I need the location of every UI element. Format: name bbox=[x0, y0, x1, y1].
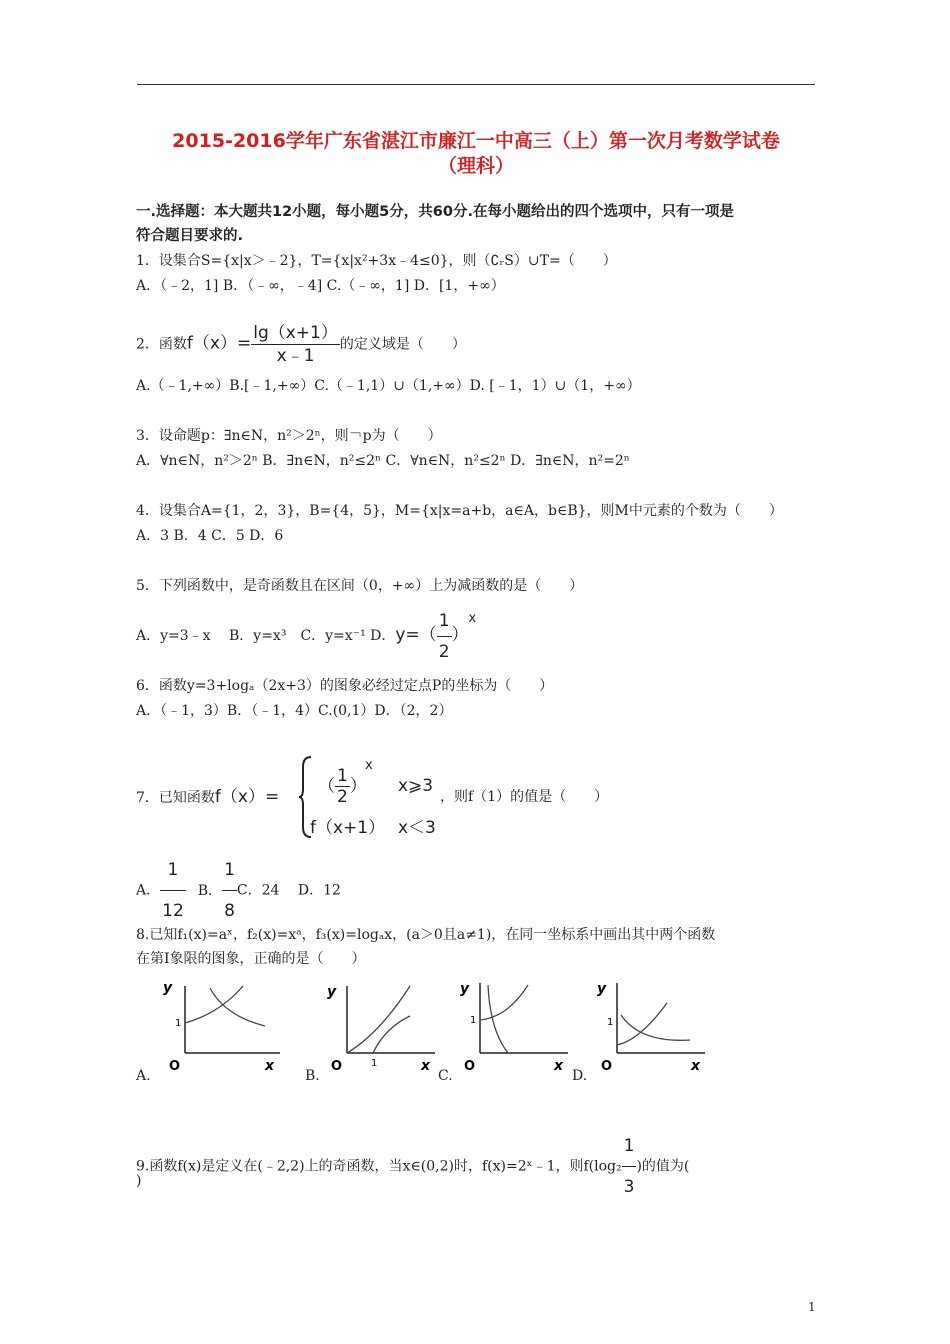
q2-numerator: lg（x+1） bbox=[253, 323, 338, 343]
q5-d-den: 2 bbox=[438, 641, 450, 662]
q7-case1-close: ） bbox=[349, 776, 367, 797]
page-number: 1 bbox=[808, 1300, 816, 1314]
question-1-options: A．（﹣2，1] B．（﹣∞，﹣4] C.（﹣∞，1] D．[1，+∞） bbox=[136, 278, 505, 294]
q7-case1-den: 2 bbox=[337, 787, 348, 807]
graph-a-curve-2 bbox=[210, 988, 265, 1026]
graph-a-y-label: y bbox=[163, 980, 173, 996]
q2-suffix: 的定义域是（ ） bbox=[339, 336, 466, 353]
graph-c-tick: 1 bbox=[470, 1015, 477, 1026]
q7-opt-b-fraction bbox=[222, 850, 237, 931]
graph-b-label: B. bbox=[305, 1068, 320, 1084]
page-title: 2015-2016学年广东省湛江市廉江一中高三（上）第一次月考数学试卷 bbox=[172, 130, 780, 152]
question-5-stem: 5．下列函数中，是奇函数且在区间（0，+∞）上为减函数的是（ ） bbox=[136, 578, 584, 594]
q2-prefix: 2．函数 bbox=[136, 336, 187, 353]
graph-b-curve-2 bbox=[373, 1016, 410, 1053]
graph-b-y-label: y bbox=[327, 984, 337, 1000]
q5-d-fraction bbox=[437, 606, 452, 667]
question-8-stem-cont: 在第Ⅰ象限的图象，正确的是（ ） bbox=[136, 951, 366, 967]
q7-opt-b-num: 1 bbox=[222, 850, 237, 891]
question-9-stem bbox=[136, 1126, 689, 1207]
q7-case2-expression: f（x+1） bbox=[310, 818, 386, 838]
q5-d-exponent: x bbox=[468, 611, 477, 626]
graph-c-curve-1 bbox=[480, 985, 528, 1020]
graph-a-label: A. bbox=[136, 1068, 151, 1084]
q7-opt-rest: C．24 D．12 bbox=[236, 882, 341, 899]
q9-suffix: )的值为( bbox=[636, 1158, 690, 1175]
graph-b-tick: 1 bbox=[371, 1058, 378, 1069]
question-8-stem: 8.已知f₁(x)=aˣ，f₂(x)=xᵃ，f₃(x)=logₐx，(a＞0且a≠1)，在同一坐标系中画出其中两个函数 bbox=[136, 927, 716, 943]
question-2-stem bbox=[136, 322, 466, 367]
q7-prefix: 7．已知函数 bbox=[136, 790, 215, 806]
graph-d-curve-2 bbox=[621, 1015, 690, 1040]
question-7-options bbox=[136, 850, 341, 931]
graph-a-curve-1 bbox=[185, 986, 243, 1023]
graph-c-y-label: y bbox=[460, 981, 470, 997]
q5-options-text: A．y=3﹣x B．y=x³ C．y=x⁻¹ D． bbox=[136, 628, 396, 644]
question-6-stem: 6．函数y=3+logₐ（2x+3）的图象必经过定点P的坐标为（ ） bbox=[136, 678, 554, 694]
question-9-stem-cont: ) bbox=[136, 1173, 142, 1189]
graph-c-curve-2 bbox=[488, 985, 508, 1053]
graph-d-label: D. bbox=[572, 1068, 588, 1084]
q7-case1-num: 1 bbox=[337, 766, 348, 786]
question-2-options: A.（﹣1,+∞）B.[﹣1,+∞）C.（﹣1,1）∪（1,+∞）D. [﹣1，1）∪（1，+∞） bbox=[136, 378, 641, 394]
q7-case1-open: （ bbox=[318, 776, 335, 797]
question-4-options: A．3 B．4 C．5 D．6 bbox=[136, 528, 284, 544]
q9-stem-text: 9.函数f(x)是定义在(﹣2,2)上的奇函数，当x∈(0,2)时，f(x)=2ˣ﹣1，则f(log₂ bbox=[136, 1158, 622, 1175]
q2-fraction bbox=[251, 322, 340, 367]
question-3-stem: 3．设命题p：∃n∈N，n²＞2ⁿ，则￢p为（ ） bbox=[136, 428, 442, 444]
q7-case1-fraction bbox=[335, 766, 350, 807]
graph-c-x-label: x bbox=[554, 1058, 564, 1073]
q7-suffix: ，则f（1）的值是（ ） bbox=[440, 789, 609, 805]
q7-opt-a-den: 12 bbox=[162, 901, 184, 921]
q2-fx: f（x）= bbox=[186, 333, 252, 354]
header-rule bbox=[137, 84, 815, 85]
question-7-prefix bbox=[136, 788, 279, 807]
section-heading-cont: 符合题目要求的. bbox=[136, 228, 244, 244]
q9-den: 3 bbox=[623, 1177, 635, 1197]
q7-case1-exponent: x bbox=[365, 758, 373, 773]
graph-d-origin: O bbox=[601, 1059, 613, 1073]
q9-fraction bbox=[622, 1126, 637, 1207]
question-3-options: A．∀n∈N，n²＞2ⁿ B．∃n∈N，n²≤2ⁿ C．∀n∈N，n²≤2ⁿ D．∃n∈N，n²=2ⁿ bbox=[136, 453, 630, 469]
q7-opt-b-den: 8 bbox=[224, 901, 235, 921]
q5-d-suffix: ） bbox=[451, 625, 469, 645]
question-6-options: A．（﹣1，3）B．（﹣1，4）C.(0,1）D．（2，2） bbox=[136, 703, 453, 719]
graph-a-tick: 1 bbox=[175, 1018, 182, 1029]
question-5-options bbox=[136, 604, 476, 667]
q2-denominator: x﹣1 bbox=[276, 346, 315, 366]
q7-case2-condition: x＜3 bbox=[398, 818, 436, 838]
graph-b bbox=[325, 978, 440, 1073]
graph-c-origin: O bbox=[464, 1059, 476, 1073]
graph-d bbox=[595, 975, 710, 1073]
q7-opt-b: B． bbox=[197, 882, 223, 899]
q5-d-num: 1 bbox=[437, 606, 452, 637]
page-subtitle: （理科） bbox=[437, 155, 514, 177]
q7-opt-a-fraction bbox=[160, 850, 186, 931]
section-heading: 一.选择题：本大题共12小题，每小题5分，共60分.在每小题给出的四个选项中，只有一项是 bbox=[136, 204, 734, 220]
question-4-stem: 4．设集合A={1，2，3}，B={4，5}，M={x|x=a+b，a∈A，b∈B}，则M中元素的个数为（ ） bbox=[136, 503, 783, 519]
question-1-stem: 1．设集合S={x|x＞﹣2}，T={x|x²+3x﹣4≤0}，则（∁ᵣS）∪T=（ ） bbox=[136, 253, 617, 269]
q7-case1 bbox=[318, 766, 367, 807]
graph-d-tick: 1 bbox=[607, 1017, 614, 1028]
graph-a bbox=[155, 978, 285, 1073]
graph-c bbox=[458, 975, 573, 1073]
q9-num: 1 bbox=[622, 1126, 637, 1167]
graph-c-label: C. bbox=[438, 1068, 453, 1084]
graph-a-x-label: x bbox=[265, 1058, 275, 1073]
q7-fx: f（x）= bbox=[214, 787, 280, 807]
graph-b-origin: O bbox=[331, 1059, 343, 1073]
q7-opt-a-num: 1 bbox=[160, 850, 186, 891]
graph-a-origin: O bbox=[169, 1059, 181, 1073]
graph-d-y-label: y bbox=[597, 981, 607, 997]
q7-case1-condition: x⩾3 bbox=[398, 776, 434, 796]
graph-d-x-label: x bbox=[691, 1058, 701, 1073]
q5-d-prefix: y=（ bbox=[395, 625, 437, 645]
q7-opt-a: A． bbox=[136, 882, 161, 899]
graph-b-x-label: x bbox=[421, 1058, 431, 1073]
